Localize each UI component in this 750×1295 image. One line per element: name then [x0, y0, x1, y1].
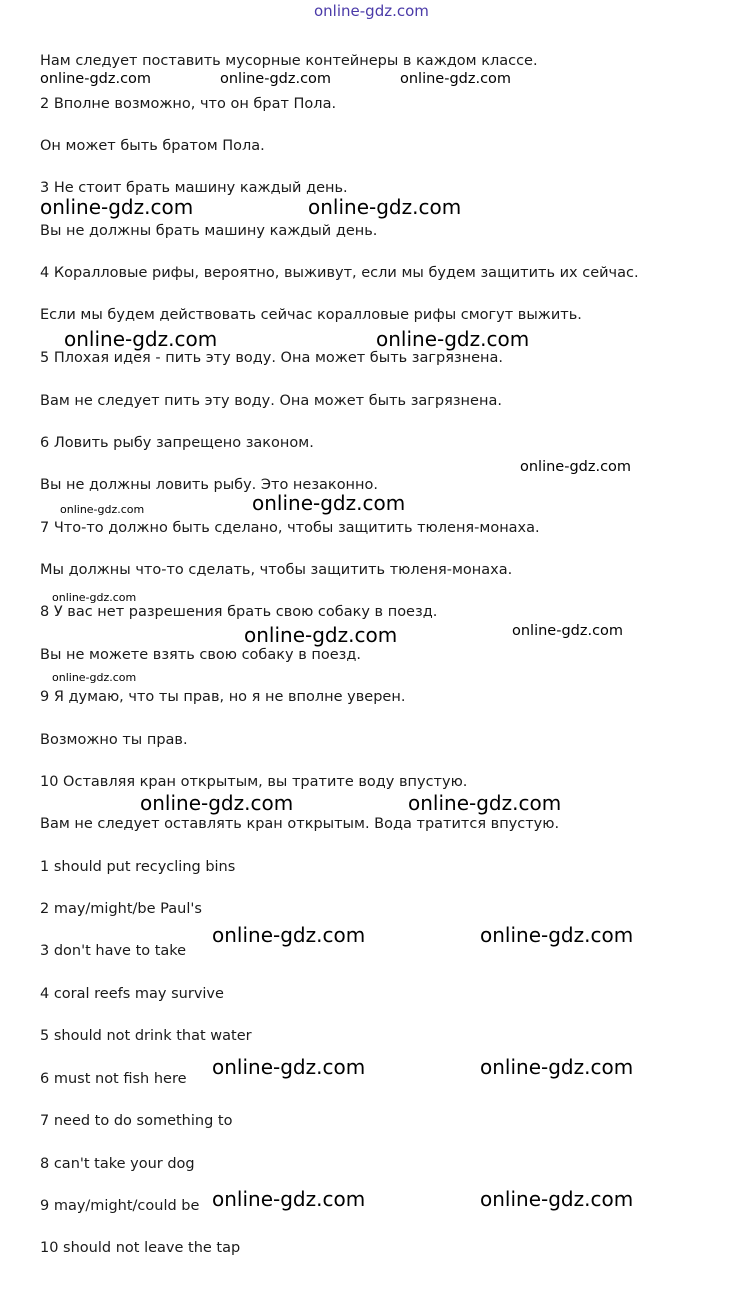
watermark: online-gdz.com: [40, 195, 194, 219]
text-line: 8 У вас нет разрешения брать свою собаку в поезд.: [40, 604, 438, 620]
watermark: online-gdz.com: [376, 327, 530, 351]
text-line: 9 may/might/could be: [40, 1198, 200, 1214]
watermark: online-gdz.com: [400, 71, 512, 87]
text-line: Вы не должны брать машину каждый день.: [40, 223, 378, 239]
watermark: online-gdz.com: [40, 71, 152, 87]
text-line: 2 Вполне возможно, что он брат Пола.: [40, 96, 337, 112]
text-line: 7 need to do something to: [40, 1113, 233, 1129]
watermark: online-gdz.com: [64, 327, 218, 351]
text-line: 4 coral reefs may survive: [40, 986, 224, 1002]
watermark: online-gdz.com: [212, 1187, 366, 1211]
text-line: Если мы будем действовать сейчас коралловые рифы смогут выжить.: [40, 307, 582, 323]
text-line: 6 must not fish here: [40, 1071, 187, 1087]
text-line: Возможно ты прав.: [40, 732, 188, 748]
watermark: online-gdz.com: [308, 195, 462, 219]
text-line: 3 don't have to take: [40, 943, 187, 959]
text-line: 10 Оставляя кран открытым, вы тратите воду впустую.: [40, 774, 468, 790]
text-line: 1 should put recycling bins: [40, 859, 236, 875]
watermark: online-gdz.com: [212, 923, 366, 947]
watermark-header: online-gdz.com: [314, 2, 429, 20]
text-line: 9 Я думаю, что ты прав, но я не вполне уверен.: [40, 689, 406, 705]
text-line: 7 Что-то должно быть сделано, чтобы защитить тюленя-монаха.: [40, 520, 540, 536]
watermark: online-gdz.com: [244, 623, 398, 647]
text-line: 8 can't take your dog: [40, 1156, 195, 1172]
watermark: online-gdz.com: [480, 1187, 634, 1211]
text-line: 4 Коралловые рифы, вероятно, выживут, если мы будем защитить их сейчас.: [40, 265, 639, 281]
watermark: online-gdz.com: [212, 1055, 366, 1079]
watermark: online-gdz.com: [52, 591, 137, 604]
text-line: 5 should not drink that water: [40, 1028, 252, 1044]
text-line: 6 Ловить рыбу запрещено законом.: [40, 435, 314, 451]
watermark: online-gdz.com: [480, 923, 634, 947]
watermark: online-gdz.com: [140, 791, 294, 815]
text-line: 10 should not leave the tap: [40, 1240, 241, 1256]
text-line: Вы не должны ловить рыбу. Это незаконно.: [40, 477, 379, 493]
text-line: Вы не можете взять свою собаку в поезд.: [40, 647, 361, 663]
watermark: online-gdz.com: [520, 459, 632, 475]
watermark: online-gdz.com: [220, 71, 332, 87]
text-line: 2 may/might/be Paul's: [40, 901, 202, 917]
text-line: Вам не следует оставлять кран открытым. Вода тратится впустую.: [40, 816, 560, 832]
text-line: 3 Не стоит брать машину каждый день.: [40, 180, 348, 196]
watermark: online-gdz.com: [512, 623, 624, 639]
text-line: Нам следует поставить мусорные контейнеры в каждом классе.: [40, 53, 538, 69]
text-line: Вам не следует пить эту воду. Она может быть загрязнена.: [40, 393, 502, 409]
watermark: online-gdz.com: [52, 671, 137, 684]
watermark: online-gdz.com: [60, 503, 145, 516]
watermark: online-gdz.com: [480, 1055, 634, 1079]
text-line: 5 Плохая идея - пить эту воду. Она может быть загрязнена.: [40, 350, 504, 366]
text-line: Мы должны что-то сделать, чтобы защитить тюленя-монаха.: [40, 562, 513, 578]
text-line: Он может быть братом Пола.: [40, 138, 265, 154]
watermark: online-gdz.com: [252, 491, 406, 515]
watermark: online-gdz.com: [408, 791, 562, 815]
